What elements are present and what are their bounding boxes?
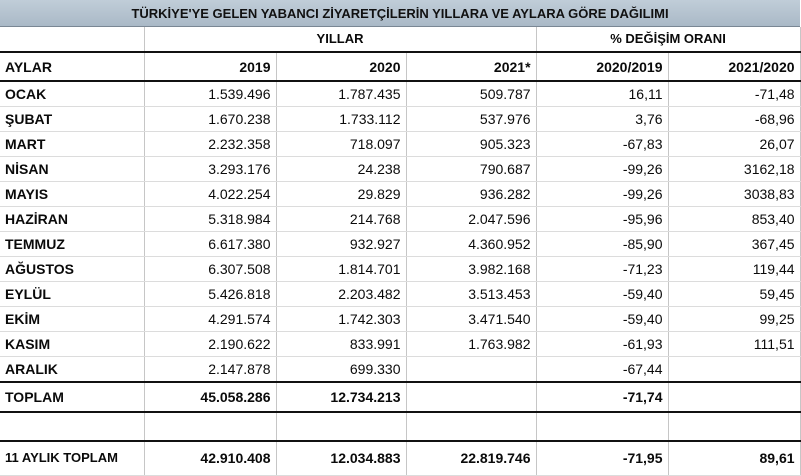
cell-value-2021: 936.282: [406, 182, 536, 207]
cell-value-2019: 3.293.176: [144, 157, 276, 182]
cell-month: TEMMUZ: [0, 232, 144, 257]
cell-value-2019: 1.539.496: [144, 81, 276, 107]
cell-month: OCAK: [0, 81, 144, 107]
cell-value-2019: 2.190.622: [144, 332, 276, 357]
cell-value-2020: 12.734.213: [276, 382, 406, 412]
cell-change-2021-2020: [668, 412, 800, 441]
cell-change-2021-2020: 367,45: [668, 232, 800, 257]
cell-change-2021-2020: 26,07: [668, 132, 800, 157]
cell-change-2021-2020: 3162,18: [668, 157, 800, 182]
cell-value-2020: 214.768: [276, 207, 406, 232]
cell-month: EYLÜL: [0, 282, 144, 307]
column-header-2021: 2021*: [406, 52, 536, 81]
cell-month: NİSAN: [0, 157, 144, 182]
cell-change-2020-2019: -71,95: [536, 441, 668, 475]
cell-change-2021-2020: 89,61: [668, 441, 800, 475]
table-row: [0, 307, 800, 332]
cell-change-2020-2019: -67,83: [536, 132, 668, 157]
cell-change-2020-2019: 3,76: [536, 107, 668, 132]
cell-change-2020-2019: -59,40: [536, 282, 668, 307]
cell-value-2021: [406, 382, 536, 412]
cell-value-2021: 1.763.982: [406, 332, 536, 357]
cell-value-2020: 1.742.303: [276, 307, 406, 332]
cell-month: [0, 412, 144, 441]
cell-value-2020: 29.829: [276, 182, 406, 207]
column-header-change-2020-2019: 2020/2019: [536, 52, 668, 81]
table-row: [0, 182, 800, 207]
cell-month: MART: [0, 132, 144, 157]
group-header-years: YILLAR: [144, 27, 536, 52]
cell-value-2019: 4.291.574: [144, 307, 276, 332]
cell-value-2019: 5.318.984: [144, 207, 276, 232]
cell-change-2021-2020: -71,48: [668, 81, 800, 107]
cell-month: HAZİRAN: [0, 207, 144, 232]
cell-value-2019: 4.022.254: [144, 182, 276, 207]
cell-value-2021: [406, 412, 536, 441]
table-row: [0, 332, 800, 357]
cell-change-2021-2020: 111,51: [668, 332, 800, 357]
cell-value-2021: 905.323: [406, 132, 536, 157]
table-row: [0, 207, 800, 232]
cell-change-2021-2020: 99,25: [668, 307, 800, 332]
cell-value-2021: 4.360.952: [406, 232, 536, 257]
group-header-change: % DEĞİŞİM ORANI: [536, 27, 800, 52]
cell-value-2021: 22.819.746: [406, 441, 536, 475]
cell-value-2021: 509.787: [406, 81, 536, 107]
table-row: [0, 357, 800, 383]
cell-value-2019: 42.910.408: [144, 441, 276, 475]
table-row: [0, 132, 800, 157]
cell-value-2020: [276, 412, 406, 441]
cell-value-2020: 833.991: [276, 332, 406, 357]
grand-total-row: [0, 441, 800, 475]
cell-value-2021: 3.982.168: [406, 257, 536, 282]
cell-change-2020-2019: -67,44: [536, 357, 668, 383]
cell-value-2021: [406, 357, 536, 383]
cell-month: KASIM: [0, 332, 144, 357]
cell-change-2020-2019: -99,26: [536, 182, 668, 207]
cell-month: ŞUBAT: [0, 107, 144, 132]
cell-value-2020: 1.733.112: [276, 107, 406, 132]
cell-value-2019: 45.058.286: [144, 382, 276, 412]
table-title: TÜRKİYE'YE GELEN YABANCI ZİYARETÇİLERİN YILLARA VE AYLARA GÖRE DAĞILIMI: [0, 0, 800, 27]
cell-value-2020: 2.203.482: [276, 282, 406, 307]
cell-change-2020-2019: -59,40: [536, 307, 668, 332]
column-header-2019: 2019: [144, 52, 276, 81]
cell-value-2019: 2.232.358: [144, 132, 276, 157]
cell-change-2020-2019: -71,23: [536, 257, 668, 282]
cell-change-2021-2020: [668, 357, 800, 383]
cell-change-2020-2019: [536, 412, 668, 441]
spacer-row: [0, 412, 800, 441]
table-row: [0, 257, 800, 282]
cell-change-2020-2019: 16,11: [536, 81, 668, 107]
cell-value-2020: 718.097: [276, 132, 406, 157]
table-row: [0, 282, 800, 307]
cell-value-2020: 932.927: [276, 232, 406, 257]
cell-value-2020: 12.034.883: [276, 441, 406, 475]
column-header-change-2021-2020: 2021/2020: [668, 52, 800, 81]
total-row: [0, 382, 800, 412]
cell-value-2019: 5.426.818: [144, 282, 276, 307]
cell-change-2020-2019: -71,74: [536, 382, 668, 412]
cell-month: EKİM: [0, 307, 144, 332]
cell-change-2021-2020: 853,40: [668, 207, 800, 232]
cell-change-2020-2019: -99,26: [536, 157, 668, 182]
table-row: [0, 81, 800, 107]
cell-change-2021-2020: 59,45: [668, 282, 800, 307]
cell-value-2021: 3.471.540: [406, 307, 536, 332]
table-row: [0, 232, 800, 257]
cell-change-2020-2019: -85,90: [536, 232, 668, 257]
cell-value-2020: 24.238: [276, 157, 406, 182]
cell-value-2021: 2.047.596: [406, 207, 536, 232]
cell-change-2021-2020: 119,44: [668, 257, 800, 282]
cell-change-2020-2019: -95,96: [536, 207, 668, 232]
cell-change-2021-2020: -68,96: [668, 107, 800, 132]
cell-month: MAYIS: [0, 182, 144, 207]
cell-value-2019: 1.670.238: [144, 107, 276, 132]
cell-value-2020: 1.787.435: [276, 81, 406, 107]
cell-change-2021-2020: 3038,83: [668, 182, 800, 207]
group-header-blank: [0, 27, 144, 52]
cell-value-2019: [144, 412, 276, 441]
cell-change-2020-2019: -61,93: [536, 332, 668, 357]
cell-month: ARALIK: [0, 357, 144, 383]
cell-value-2021: 537.976: [406, 107, 536, 132]
cell-value-2020: 1.814.701: [276, 257, 406, 282]
group-header-row: [0, 27, 800, 52]
cell-value-2019: 6.307.508: [144, 257, 276, 282]
cell-month: 11 AYLIK TOPLAM: [0, 441, 144, 475]
column-header-2020: 2020: [276, 52, 406, 81]
cell-month: AĞUSTOS: [0, 257, 144, 282]
cell-value-2021: 3.513.453: [406, 282, 536, 307]
table-row: [0, 157, 800, 182]
table-row: [0, 107, 800, 132]
cell-change-2021-2020: [668, 382, 800, 412]
cell-month: TOPLAM: [0, 382, 144, 412]
cell-value-2020: 699.330: [276, 357, 406, 383]
column-header-months: AYLAR: [0, 52, 144, 81]
column-header-row: [0, 52, 800, 81]
cell-value-2019: 6.617.380: [144, 232, 276, 257]
cell-value-2021: 790.687: [406, 157, 536, 182]
cell-value-2019: 2.147.878: [144, 357, 276, 383]
visitor-stats-table: [0, 27, 801, 476]
